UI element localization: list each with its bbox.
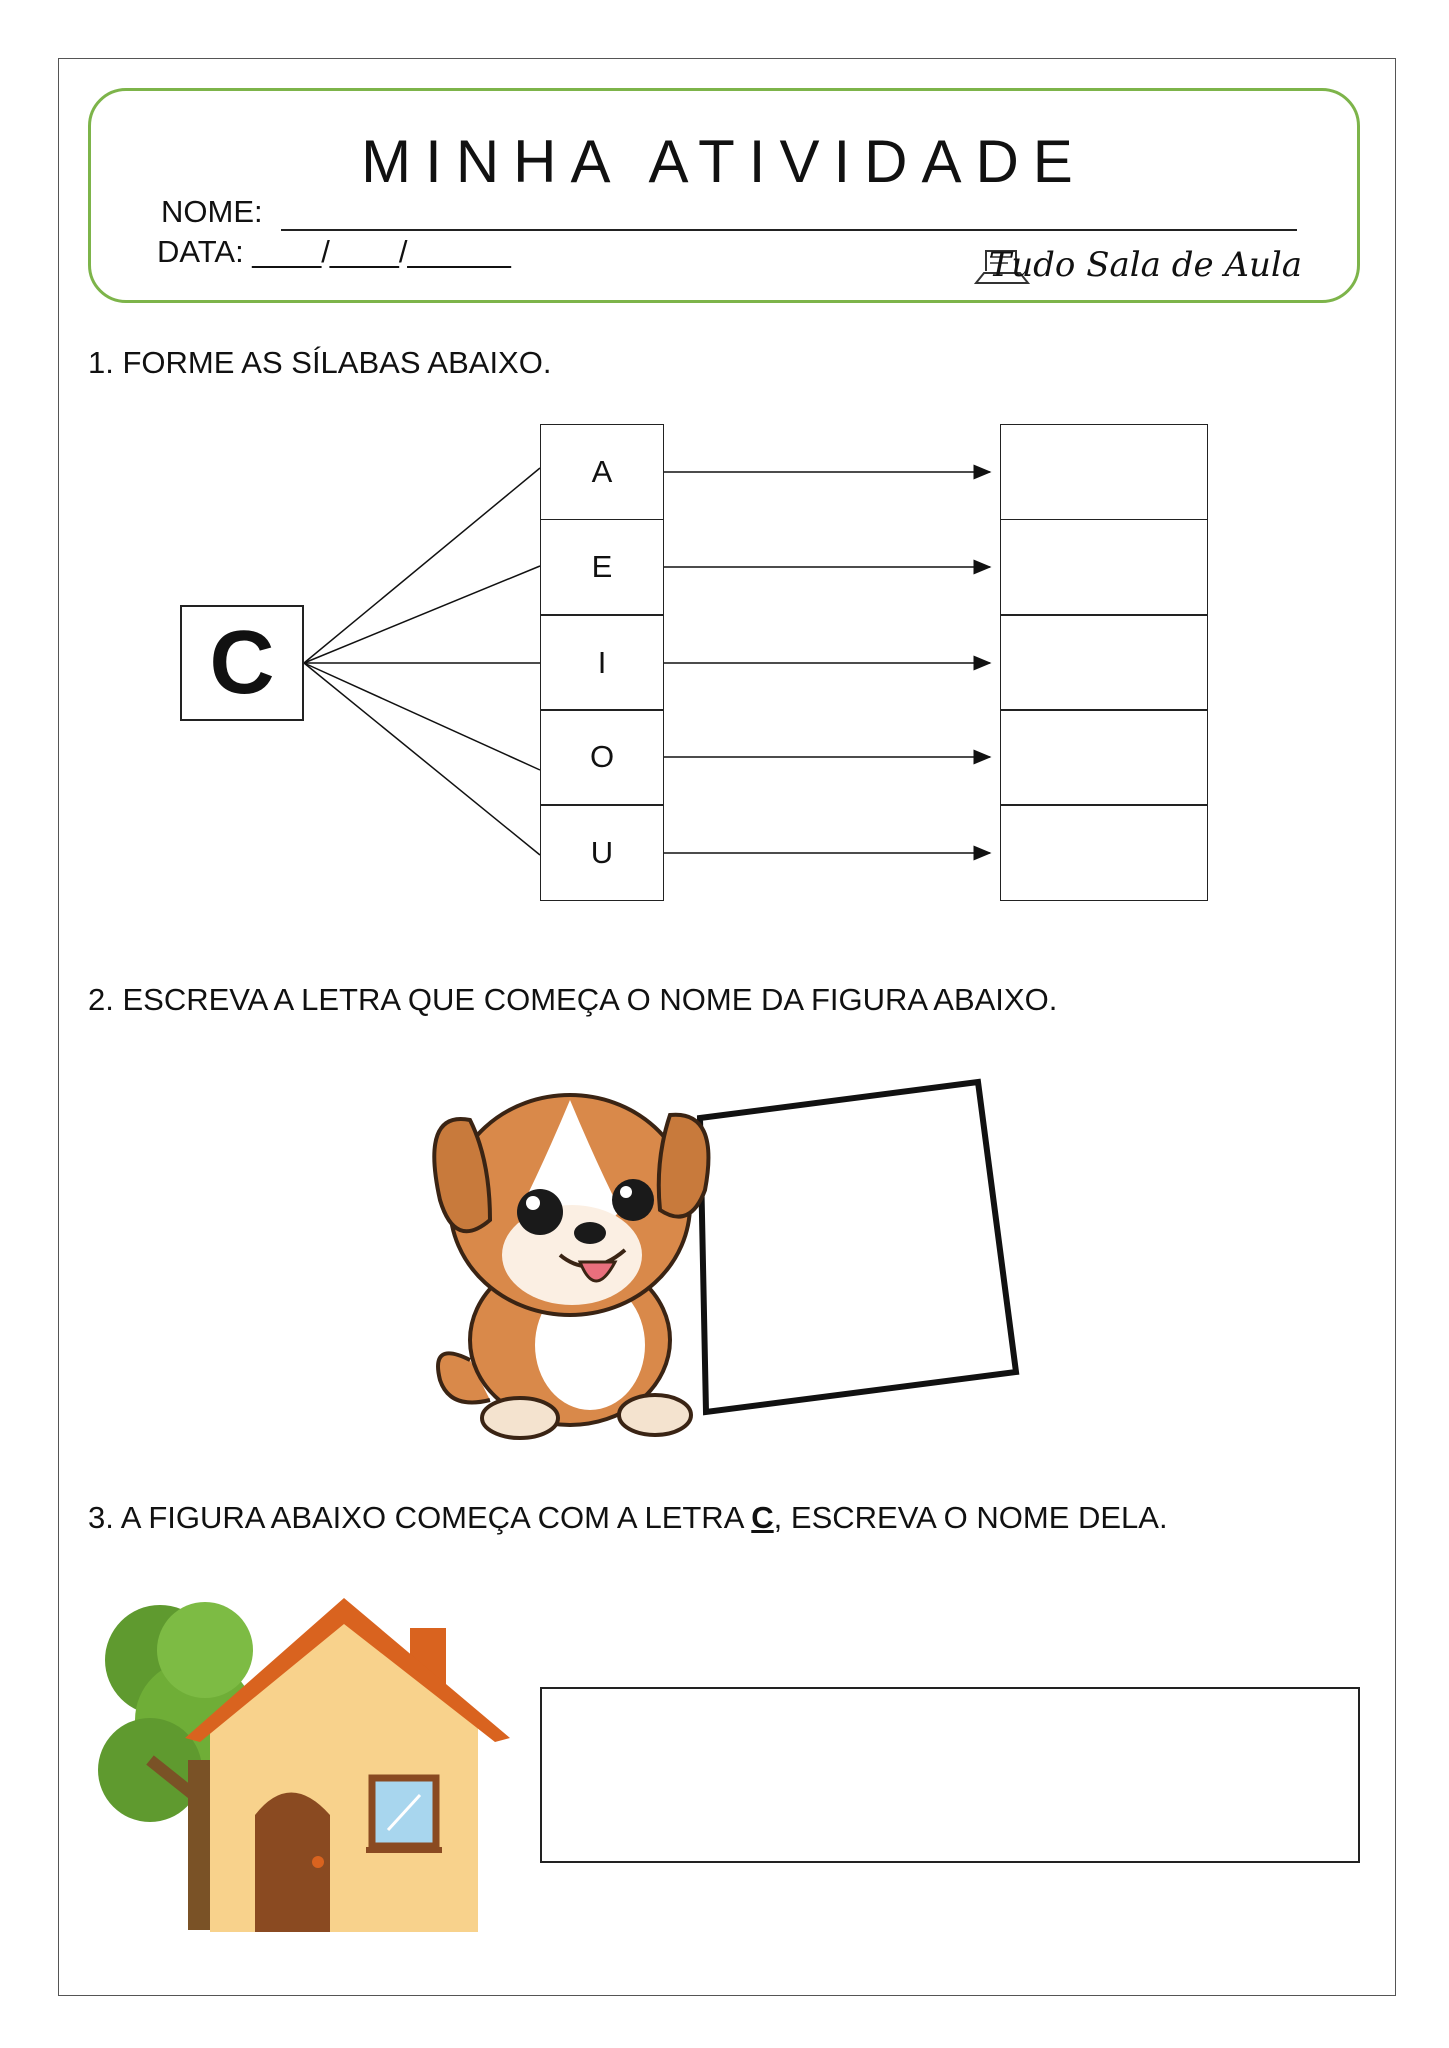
consonant-box: C <box>180 605 304 721</box>
question-3-prompt-end: , ESCREVA O NOME DELA. <box>773 1500 1168 1535</box>
vowel-box-a: A <box>540 424 664 520</box>
question-1-prompt: 1. FORME AS SÍLABAS ABAIXO. <box>88 345 552 380</box>
date-label[interactable]: DATA: ____/____/______ <box>157 234 511 269</box>
question-2-prompt: 2. ESCREVA A LETRA QUE COMEÇA O NOME DA FIGURA ABAIXO. <box>88 982 1058 1017</box>
question-3-prompt-start: 3. A FIGURA ABAIXO COMEÇA COM A LETRA <box>88 1500 752 1535</box>
name-label: NOME: <box>161 194 263 229</box>
logo-text: Tudo Sala de Aula <box>988 245 1302 285</box>
house-image <box>98 1598 510 1932</box>
word-answer-box[interactable] <box>540 1687 1360 1863</box>
vowel-box-u: U <box>540 805 664 901</box>
vowel-box-e: E <box>540 519 664 615</box>
highlight-letter: C <box>751 1500 774 1535</box>
vowel-box-o: O <box>540 709 664 805</box>
page-title: MINHA ATIVIDADE <box>361 128 1087 195</box>
vowel-box-i: I <box>540 615 664 711</box>
